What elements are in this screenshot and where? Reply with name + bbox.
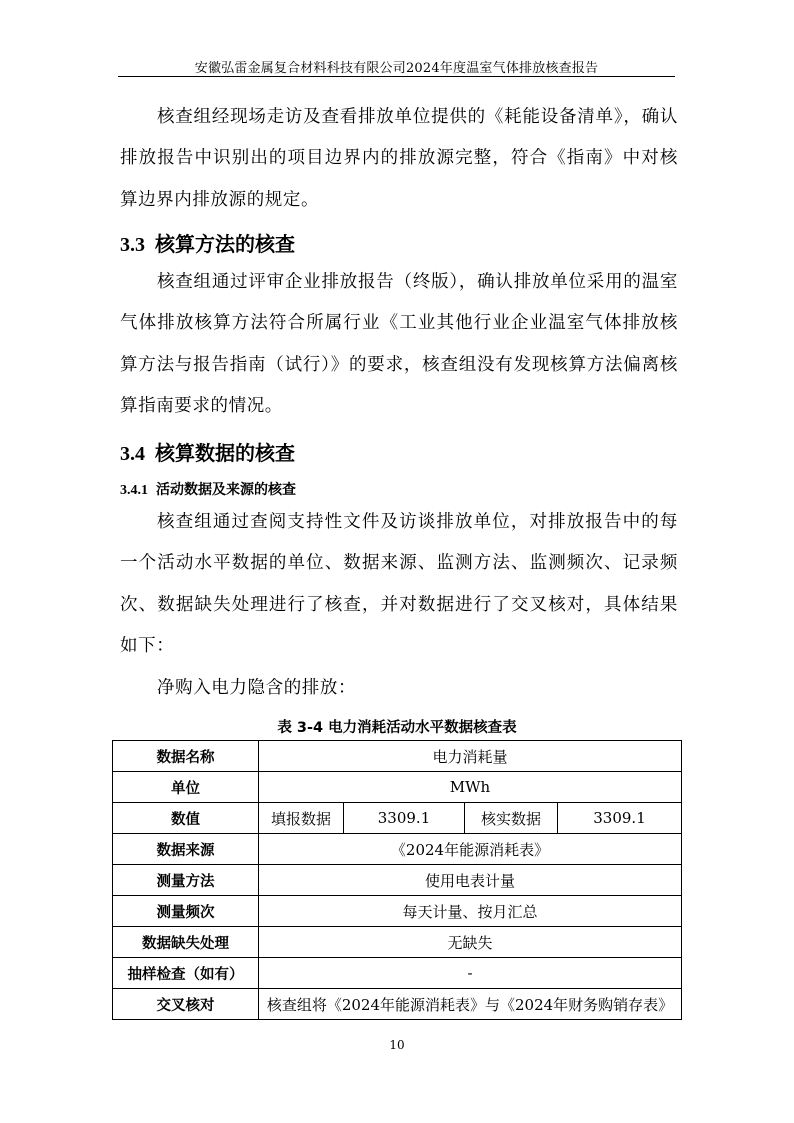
reported-label: 填报数据 [259,803,344,834]
table-row [113,772,682,803]
section-heading-3-4 [120,437,295,466]
row-label: 数据名称 [113,741,259,772]
table-caption: 表 3-4 电力消耗活动水平数据核查表 [277,720,517,736]
table-row [113,896,682,927]
row-value: MWh [259,772,682,803]
table-row [113,927,682,958]
paragraph-electricity: 净购入电力隐含的排放： [157,678,357,698]
row-value: 使用电表计量 [259,865,682,896]
table-row [113,741,682,772]
header-divider [118,76,675,77]
table-row [113,834,682,865]
section-title: 核算方法的核查 [155,232,295,256]
table-row [113,803,682,834]
row-value: 无缺失 [259,927,682,958]
row-label: 数值 [113,803,259,834]
row-label: 测量方法 [113,865,259,896]
table-row [113,958,682,989]
section-number: 3.4 [120,443,145,465]
subsection-title: 活动数据及来源的核查 [156,482,296,498]
verified-value: 3309.1 [558,803,682,834]
subsection-heading-3-4-1 [120,479,296,499]
row-value: 《2024年能源消耗表》 [259,834,682,865]
page-number: 10 [389,1038,405,1052]
row-label: 数据缺失处理 [113,927,259,958]
row-value: - [259,958,682,989]
row-value: 电力消耗量 [259,741,682,772]
table-row [113,989,682,1020]
paragraph-activity-data: 核查组通过查阅支持性文件及访谈排放单位，对排放报告中的每一个活动水平数据的单位、数据来源、监测方法、监测频次、记录频次、数据缺失处理进行了核查，并对数据进行了交叉核对，具体结果如下： [120,512,678,656]
section-number: 3.3 [120,234,145,256]
table-row [113,865,682,896]
section-heading-3-3 [120,228,295,257]
electricity-data-table [112,740,682,1020]
paragraph-method-check: 核查组通过评审企业排放报告（终版），确认排放单位采用的温室气体排放核算方法符合所属行业《工业其他行业企业温室气体排放核算方法与报告指南（试行）》的要求，核查组没有发现核算方法偏离核算指南要求的情况。 [120,272,678,416]
row-value: 每天计量、按月汇总 [259,896,682,927]
page-header: 安徽弘雷金属复合材料科技有限公司2024年度温室气体排放核查报告 [194,61,599,76]
row-label: 抽样检查（如有） [113,958,259,989]
row-label: 交叉核对 [113,989,259,1020]
row-value: 核查组将《2024年能源消耗表》与《2024年财务购销存表》 [259,989,682,1020]
row-label: 数据来源 [113,834,259,865]
subsection-number: 3.4.1 [120,483,148,498]
verified-label: 核实数据 [465,803,558,834]
row-label: 测量频次 [113,896,259,927]
row-label: 单位 [113,772,259,803]
section-title: 核算数据的核查 [155,441,295,465]
reported-value: 3309.1 [344,803,465,834]
paragraph-boundary-check: 核查组经现场走访及查看排放单位提供的《耗能设备清单》，确认排放报告中识别出的项目边界内的排放源完整，符合《指南》中对核算边界内排放源的规定。 [120,107,678,210]
